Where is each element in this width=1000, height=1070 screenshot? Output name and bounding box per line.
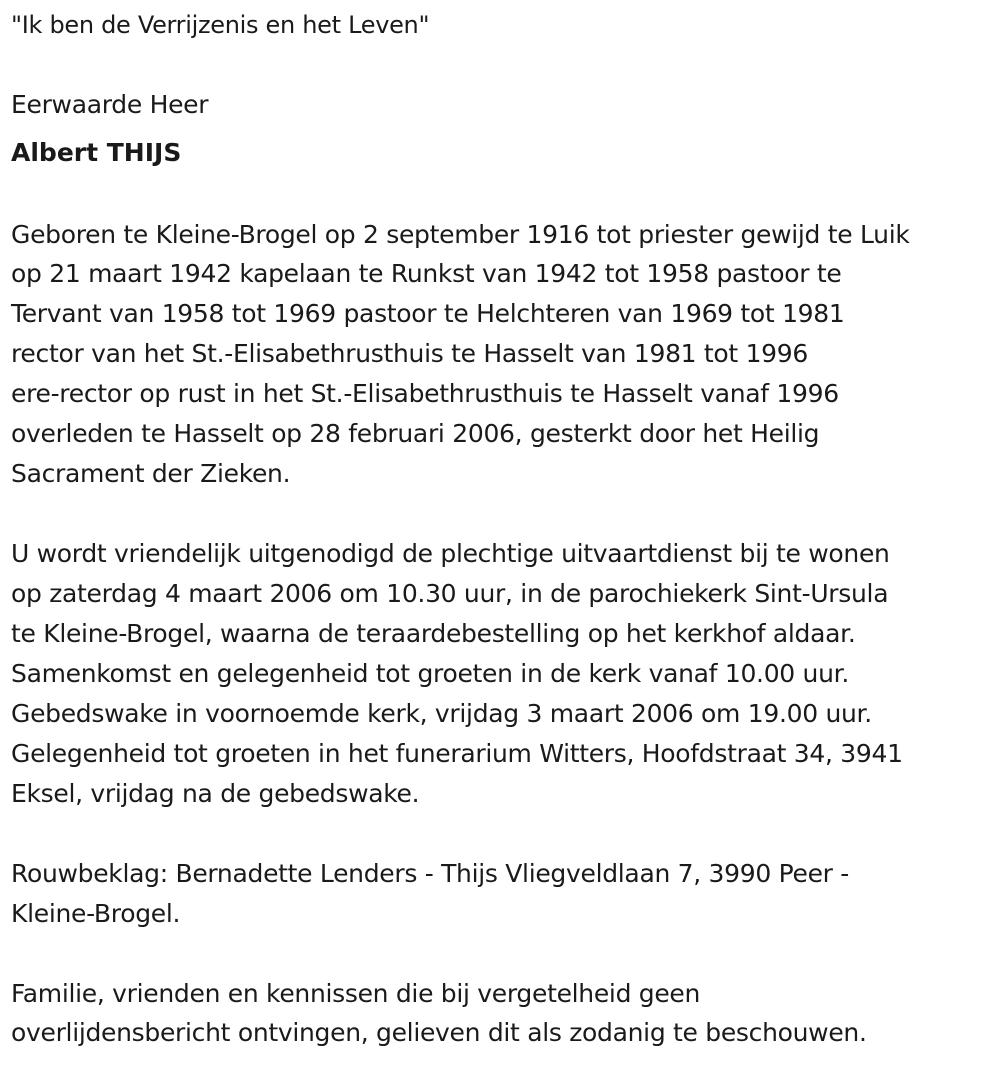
invitation-line: Gebedswake in voornoemde kerk, vrijdag 3 maart 2006 om 19.00 uur. — [11, 699, 872, 728]
invitation-line: U wordt vriendelijk uitgenodigd de plechtige uitvaartdienst bij te wonen — [11, 539, 890, 568]
condolence-line: Kleine-Brogel. — [11, 899, 181, 928]
honorific-title: Eerwaarde Heer — [11, 90, 209, 119]
biography-line: rector van het St.-Elisabethrusthuis te Hasselt van 1981 tot 1996 — [11, 339, 809, 368]
invitation-line: Gelegenheid tot groeten in het funerarium Witters, Hoofdstraat 34, 3941 — [11, 739, 903, 768]
condolence-line: Rouwbeklag: Bernadette Lenders - Thijs Vliegveldlaan 7, 3990 Peer - — [11, 859, 850, 888]
deceased-name: Albert THIJS — [11, 138, 182, 167]
invitation-line: Eksel, vrijdag na de gebedswake. — [11, 779, 420, 808]
biography-line: Geboren te Kleine-Brogel op 2 september 1916 tot priester gewijd te Luik — [11, 220, 910, 249]
closing-line: overlijdensbericht ontvingen, gelieven dit als zodanig te beschouwen. — [11, 1018, 867, 1047]
biography-line: op 21 maart 1942 kapelaan te Runkst van 1942 tot 1958 pastoor te — [11, 259, 842, 288]
biography-line: Sacrament der Zieken. — [11, 459, 291, 488]
biography-line: Tervant van 1958 tot 1969 pastoor te Helchteren van 1969 tot 1981 — [11, 299, 845, 328]
invitation-line: op zaterdag 4 maart 2006 om 10.30 uur, in de parochiekerk Sint-Ursula — [11, 579, 889, 608]
biography-line: overleden te Hasselt op 28 februari 2006, gesterkt door het Heilig — [11, 419, 820, 448]
scripture-quote: "Ik ben de Verrijzenis en het Leven" — [11, 11, 430, 39]
biography-line: ere-rector op rust in het St.-Elisabethrusthuis te Hasselt vanaf 1996 — [11, 379, 839, 408]
invitation-line: Samenkomst en gelegenheid tot groeten in de kerk vanaf 10.00 uur. — [11, 659, 849, 688]
closing-line: Familie, vrienden en kennissen die bij vergetelheid geen — [11, 979, 701, 1008]
invitation-line: te Kleine-Brogel, waarna de teraardebestelling op het kerkhof aldaar. — [11, 619, 856, 648]
